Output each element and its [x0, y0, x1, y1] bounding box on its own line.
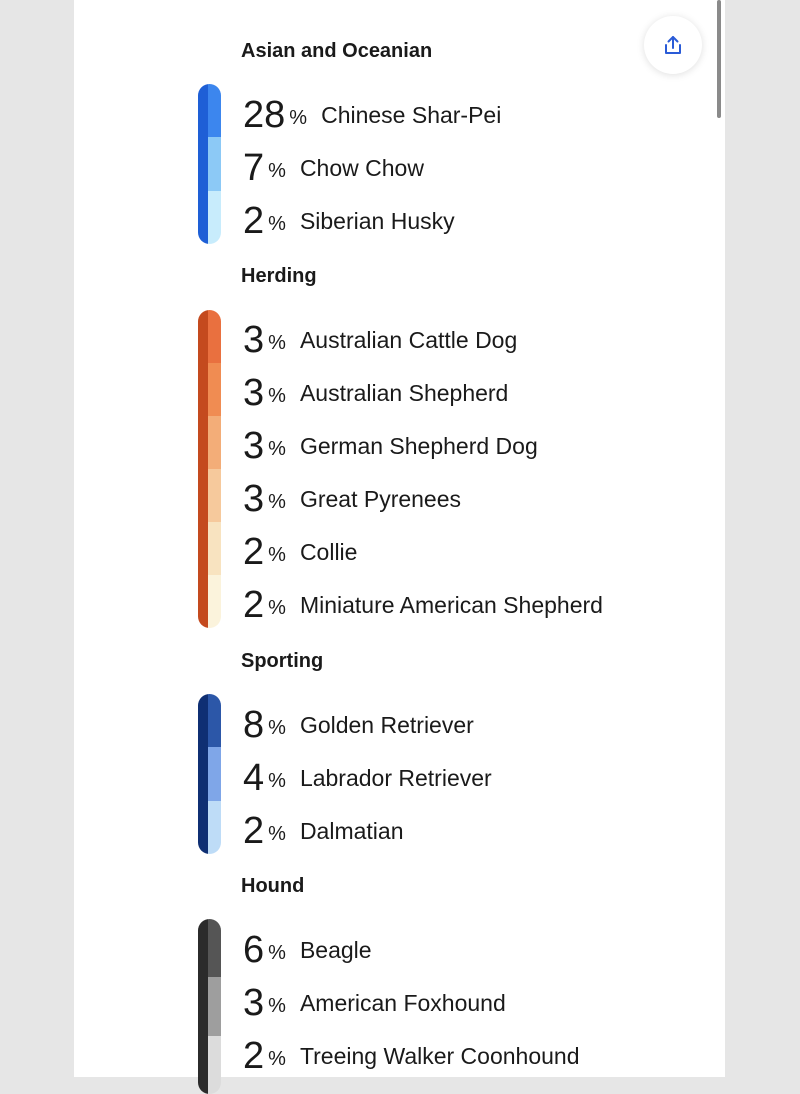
breed-row [243, 314, 517, 367]
percent-sign: % [268, 332, 286, 354]
breed-name: German Shepherd Dog [299, 433, 538, 459]
breed-name: Australian Cattle Dog [299, 327, 518, 353]
breed-name: Miniature American Shepherd [299, 592, 603, 618]
bar-segment [208, 977, 221, 1035]
ancestry-bar-sporting [198, 694, 221, 854]
percent-sign: % [268, 597, 286, 619]
breed-name: Great Pyrenees [299, 486, 462, 512]
bar-segment [208, 363, 221, 416]
bar-segment [208, 522, 221, 575]
bar-segment [208, 919, 221, 977]
breed-row [243, 420, 538, 473]
bar-segment [208, 1036, 221, 1094]
breed-percent: 2 [243, 810, 265, 852]
percent-sign: % [268, 995, 286, 1017]
breed-name: Siberian Husky [299, 208, 455, 234]
group-title-herding: Herding [241, 265, 317, 287]
breed-percent: 3 [243, 319, 265, 361]
bar-accent [198, 84, 208, 244]
percent-sign: % [268, 491, 286, 513]
breed-row [243, 367, 508, 420]
bar-segment [208, 694, 221, 747]
breed-percent: 7 [243, 147, 265, 189]
bar-segments [208, 84, 221, 244]
breed-name: Chinese Shar-Pei [321, 102, 502, 128]
breed-row [243, 195, 455, 248]
percent-sign: % [268, 385, 286, 407]
breed-row [243, 805, 403, 858]
bar-accent [198, 310, 208, 628]
percent-sign: % [268, 770, 286, 792]
breed-percent: 2 [243, 200, 265, 242]
breed-percent: 4 [243, 757, 265, 799]
bar-segments [208, 919, 221, 1094]
breed-percent: 3 [243, 425, 265, 467]
breed-row [243, 699, 474, 752]
breed-row [243, 752, 492, 805]
breed-name: Chow Chow [299, 155, 424, 181]
breed-percent: 3 [243, 982, 265, 1024]
breed-row [243, 579, 603, 632]
percent-sign: % [268, 213, 286, 235]
breed-row [243, 977, 506, 1030]
bar-segments [208, 694, 221, 854]
percent-sign: % [268, 1048, 286, 1070]
breed-row [243, 89, 501, 142]
ancestry-bar-herding [198, 310, 221, 628]
percent-sign: % [268, 160, 286, 182]
percent-sign: % [268, 438, 286, 460]
group-title-asian-oceanian: Asian and Oceanian [241, 40, 433, 62]
bar-segment [208, 310, 221, 363]
breed-name: Beagle [299, 937, 372, 963]
share-icon [662, 34, 684, 56]
breed-percent: 3 [243, 372, 265, 414]
percent-sign: % [289, 107, 308, 129]
group-title-sporting: Sporting [241, 650, 324, 672]
bar-accent [198, 919, 208, 1094]
bar-segment [208, 575, 221, 628]
bar-segment [208, 747, 221, 800]
breed-row [243, 473, 461, 526]
breed-percent: 2 [243, 1035, 265, 1077]
bar-segment [208, 137, 221, 190]
bar-segment [208, 801, 221, 854]
breed-percent: 2 [243, 531, 265, 573]
ancestry-bar-hound [198, 919, 221, 1094]
breed-percent: 6 [243, 929, 265, 971]
breed-name: Labrador Retriever [299, 765, 492, 791]
percent-sign: % [268, 544, 286, 566]
breed-percent: 8 [243, 704, 265, 746]
bar-segment [208, 191, 221, 244]
bar-segments [208, 310, 221, 628]
breed-name: Australian Shepherd [299, 380, 509, 406]
ancestry-bar-asian-oceanian [198, 84, 221, 244]
breed-name: American Foxhound [299, 990, 506, 1016]
breed-row [243, 142, 424, 195]
breed-percent: 2 [243, 584, 265, 626]
percent-sign: % [268, 823, 286, 845]
scrollbar[interactable] [717, 0, 721, 118]
breed-name: Treeing Walker Coonhound [299, 1043, 580, 1069]
share-button[interactable] [644, 16, 702, 74]
breed-row [243, 526, 357, 579]
bar-segment [208, 469, 221, 522]
percent-sign: % [268, 717, 286, 739]
group-title-hound: Hound [241, 875, 305, 897]
bar-segment [208, 84, 221, 137]
breed-row [243, 924, 372, 977]
breed-row [243, 1030, 580, 1083]
breed-name: Collie [299, 539, 358, 565]
bar-accent [198, 694, 208, 854]
breed-percent: 28 [243, 94, 286, 136]
breed-name: Golden Retriever [299, 712, 474, 738]
bar-segment [208, 416, 221, 469]
breed-percent: 3 [243, 478, 265, 520]
percent-sign: % [268, 942, 286, 964]
breed-name: Dalmatian [299, 818, 404, 844]
